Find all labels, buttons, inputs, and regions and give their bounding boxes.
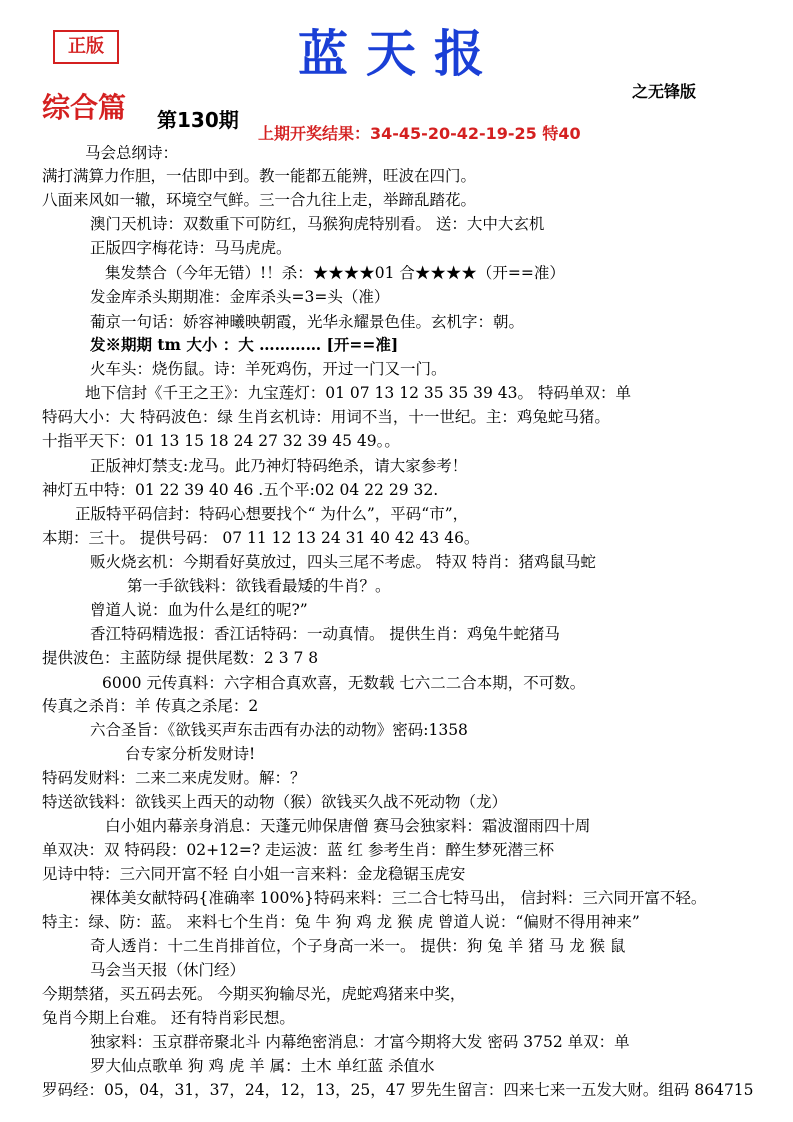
text-line: 罗大仙点歌单 狗 鸡 虎 羊 属：土木 单红蓝 杀值水 [90, 1057, 435, 1075]
authentic-stamp: 正版 [53, 30, 119, 64]
issue-number: 第130期 [157, 108, 239, 132]
text-line: 六合圣旨：《欲钱买声东击西有办法的动物》密码:1358 [90, 721, 468, 739]
text-line: 单双决：双 特码段：02+12=? 走运波：蓝 红 参考生肖：醉生梦死潜三杯 [42, 841, 554, 859]
text-line: 集发禁合（今年无错）!！杀：★★★★01 合★★★★（开==准） [105, 264, 565, 282]
text-line: 发金库杀头期期准：金库杀头=3=头（准） [90, 288, 390, 306]
text-line: 本期：三十。 提供号码： 07 11 12 13 24 31 40 42 43 46。 [42, 529, 480, 547]
text-line: 马会当天报（休门经） [90, 961, 246, 979]
text-line: 裸体美女献特码{准确率 100%}特码来料：三二合七特马出， 信封料：三六同开富不轻。 [90, 889, 707, 907]
section-title: 综合篇 [42, 91, 127, 124]
text-line: 今期禁猪，买五码去死。 今期买狗输尽光，虎蛇鸡猪来中奖， [42, 985, 466, 1003]
text-line: 提供波色：主蓝防绿 提供尾数：2 3 7 8 [42, 649, 319, 667]
text-line: 6000 元传真料：六字相合真欢喜，无数载 七六二二合本期，不可数。 [102, 674, 586, 692]
text-line: 发※期期 tm 大小 ：大 ………… [开==准] [90, 335, 399, 354]
text-line: 特主：绿、防：蓝。 来料七个生肖：兔 牛 狗 鸡 龙 猴 虎 曾道人说：“偏财不得用神来” [42, 913, 640, 931]
text-line: 地下信封《千王之王》：九宝莲灯：01 07 13 12 35 35 39 43。 特码单双：单 [85, 384, 631, 402]
text-line: 葡京一句话：娇容神曦映朝霞，光华永耀景色佳。玄机字：朝。 [90, 313, 525, 331]
text-line: 传真之杀肖：羊 传真之杀尾：2 [42, 697, 259, 715]
edition-label: 之无锋版 [632, 82, 697, 101]
text-line: 正版特平码信封：特码心想要找个“ 为什么”，平码“市”， [75, 505, 469, 523]
text-line: 特送欲钱料：欲钱买上西天的动物（猴）欲钱买久战不死动物（龙） [42, 793, 508, 811]
text-line: 贩火烧玄机：今期看好莫放过，四头三尾不考虑。 特双 特肖：猪鸡鼠马蛇 [90, 553, 596, 571]
last-draw-result: 上期开奖结果：34-45-20-42-19-25 特40 [258, 124, 581, 143]
text-line: 独家料：玉京群帝聚北斗 内幕绝密消息：才富今期将大发 密码 3752 单双：单 [90, 1033, 630, 1051]
text-line: 马会总纲诗： [85, 144, 179, 162]
text-line: 十指平天下：01 13 15 18 24 27 32 39 45 49。。 [42, 432, 400, 450]
text-line: 兔肖今期上台难。 还有特肖彩民想。 [42, 1009, 295, 1027]
text-line: 白小姐内幕亲身消息：天蓬元帅保唐僧 赛马会独家料：霜波溜雨四十周 [105, 817, 591, 835]
text-line: 特码发财料：二来二来虎发财。解：？ [42, 769, 306, 787]
newspaper-title: 蓝天报 [298, 24, 502, 83]
text-line: 八面来风如一辙，环境空气鲜。三一合九往上走，举蹄乱踏花。 [42, 191, 477, 209]
text-line: 火车头：烧伤鼠。诗：羊死鸡伤，开过一门又一门。 [90, 360, 447, 378]
text-line: 曾道人说：血为什么是红的呢?” [90, 601, 308, 619]
text-line: 见诗中特：三六同开富不轻 白小姐一言来料：金龙稳锯玉虎安 [42, 865, 466, 883]
text-line: 罗码经：05，04，31，37，24，12，13，25，47 罗先生留言：四来七来一五发大财。组码 864715 [42, 1081, 754, 1099]
text-line: 澳门天机诗：双数重下可防红，马猴狗虎特别看。 送：大中大玄机 [90, 215, 545, 233]
text-line: 神灯五中特：01 22 39 40 46 .五个平:02 04 22 29 32. [42, 481, 439, 499]
text-line: 正版神灯禁支:龙马。此乃神灯特码绝杀，请大家参考！ [90, 457, 468, 475]
text-line: 奇人透肖：十二生肖排首位，个子身高一米一。 提供：狗 兔 羊 猪 马 龙 猴 鼠 [90, 937, 626, 955]
text-line: 特码大小：大 特码波色：绿 生肖玄机诗：用词不当，十一世纪。主：鸡兔蛇马猪。 [42, 408, 610, 426]
text-line: 香江特码精选报：香江话特码：一动真情。 提供生肖：鸡兔牛蛇猪马 [90, 625, 560, 643]
text-line: 满打满算力作胆，一估即中到。教一能都五能辨，旺波在四门。 [42, 167, 477, 185]
text-line: 正版四字梅花诗：马马虎虎。 [90, 239, 292, 257]
text-line: 台专家分析发财诗! [125, 745, 256, 763]
text-line: 第一手欲钱料：欲钱看最矮的牛肖？。 [127, 577, 391, 595]
